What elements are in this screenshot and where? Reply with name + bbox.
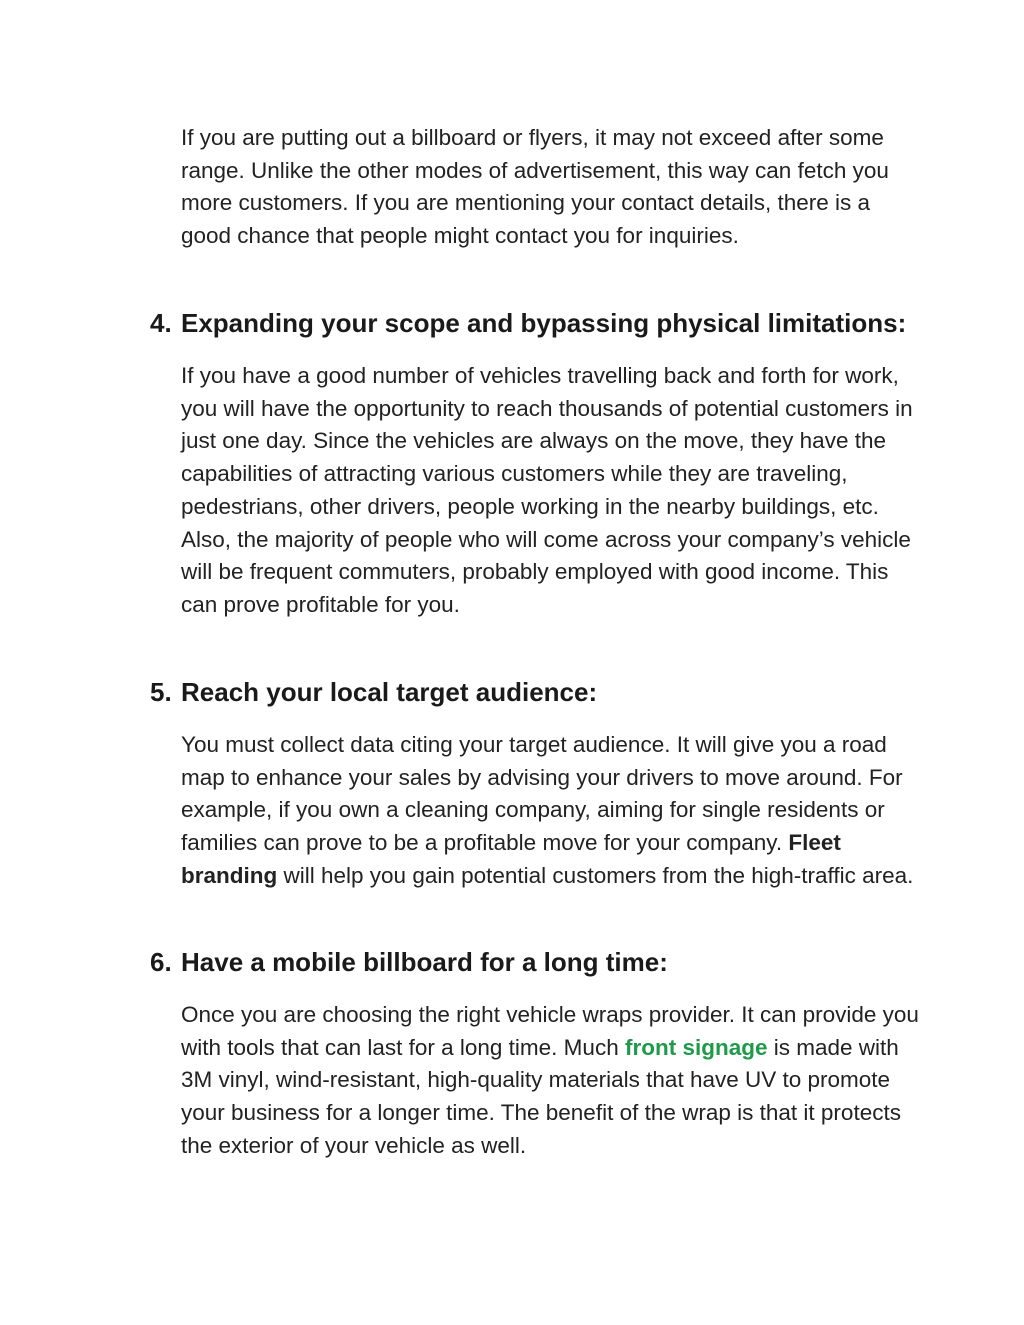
section-5-paragraph (181, 729, 921, 893)
paragraph-text: is made with 3M vinyl, wind-resistant, high-quality materials that have UV to promote your business for a longer time. The benefit of the wrap is that it protects the exterior of your vehicle as well. (181, 1034, 901, 1158)
section-number: 4. (150, 308, 172, 338)
section-6-paragraph (181, 999, 921, 1163)
section-number: 5. (150, 677, 172, 707)
section-heading-5 (150, 676, 970, 708)
section-title: Have a mobile billboard for a long time: (181, 947, 668, 977)
front-signage-link[interactable]: front signage (624, 1034, 768, 1060)
paragraph-text: will help you gain potential customers from the high-traffic area. (277, 862, 914, 888)
paragraph-text: Once you are choosing the right vehicle wraps provider. It can provide you with tools that can last for a long time. Much (181, 1002, 919, 1060)
fleet-branding-bold-text: Fleet branding (181, 830, 841, 888)
intro-paragraph: If you are putting out a billboard or flyers, it may not exceed after some range. Unlike the other modes of advertisement, this way can fetch you more customers. If you are mentioning your contact details, there is a good chance that people might contact you for inquiries. (181, 125, 889, 249)
section-title: Reach your local target audience: (181, 677, 598, 707)
section-heading-6 (150, 946, 970, 978)
section-number: 6. (150, 947, 172, 977)
section-4-paragraph: If you have a good number of vehicles travelling back and forth for work, you will have the opportunity to reach thousands of potential customers in just one day. Since the vehicles are always on the move, they have the capabilities of attracting various customers while they are traveling, pedestrians, other drivers, people working in the nearby buildings, etc. Also, the majority of people who will come across your company’s vehicle will be frequent commuters, probably employed with good income. This can prove profitable for you. (181, 363, 913, 617)
paragraph-text: You must collect data citing your target audience. It will give you a road map to enhance your sales by advising your drivers to move around. For example, if you own a cleaning company, aiming for single residents or families can prove to be a profitable move for your company. (181, 732, 903, 856)
section-heading-4 (150, 307, 970, 339)
section-title: Expanding your scope and bypassing physical limitations: (181, 308, 907, 338)
